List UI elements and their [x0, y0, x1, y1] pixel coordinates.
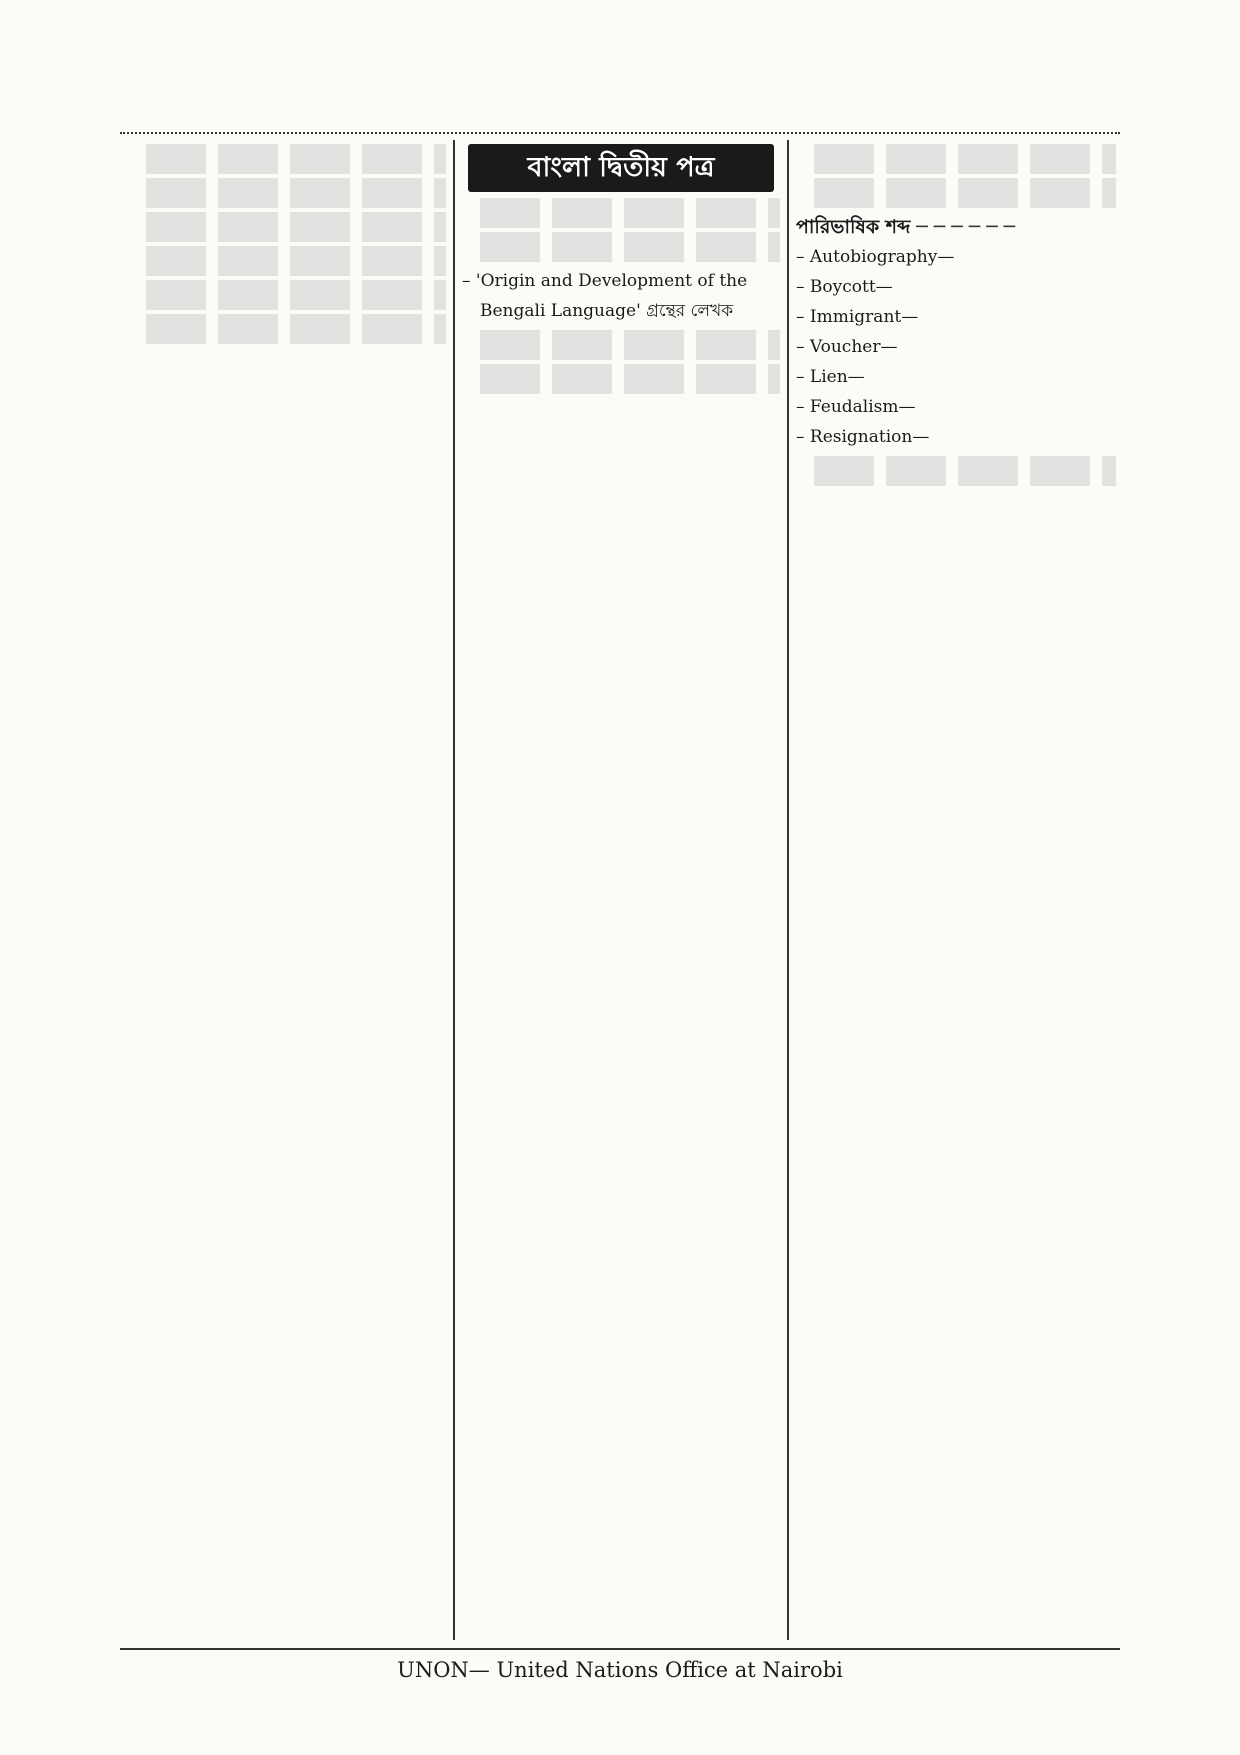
list-item: – 'Origin and Development of the Bengali Language' গ্রন্থের লেখক [462, 266, 780, 326]
list-item: – Resignation— [796, 422, 1116, 452]
list-item: – Feudalism— [796, 392, 1116, 422]
illegible-text [480, 364, 780, 394]
list-item: – Voucher— [796, 332, 1116, 362]
subject-banner: বাংলা দ্বিতীয় পত্র [468, 144, 774, 192]
list-item: – Immigrant— [796, 302, 1116, 332]
illegible-text [146, 178, 446, 208]
illegible-text [480, 198, 780, 228]
middle-column [462, 140, 780, 1640]
illegible-text [146, 246, 446, 276]
left-column [128, 140, 446, 1640]
illegible-text [146, 280, 446, 310]
illegible-text [146, 314, 446, 344]
list-item: – Autobiography— [796, 242, 1116, 272]
illegible-text [146, 212, 446, 242]
illegible-text [814, 178, 1116, 208]
header-rule [120, 132, 1120, 134]
illegible-text [480, 330, 780, 360]
section-heading: পারিভাষিক শব্দ ─ ─ ─ ─ ─ ─ [796, 212, 1116, 242]
column-divider [787, 140, 789, 1640]
footer-rule [120, 1648, 1120, 1650]
list-item: – Lien— [796, 362, 1116, 392]
illegible-text [146, 144, 446, 174]
illegible-text [814, 456, 1116, 486]
illegible-text [480, 232, 780, 262]
column-divider [453, 140, 455, 1640]
right-column [796, 140, 1116, 1640]
illegible-text [814, 144, 1116, 174]
footer-text: UNON— United Nations Office at Nairobi [397, 1658, 843, 1682]
list-item: – Boycott— [796, 272, 1116, 302]
